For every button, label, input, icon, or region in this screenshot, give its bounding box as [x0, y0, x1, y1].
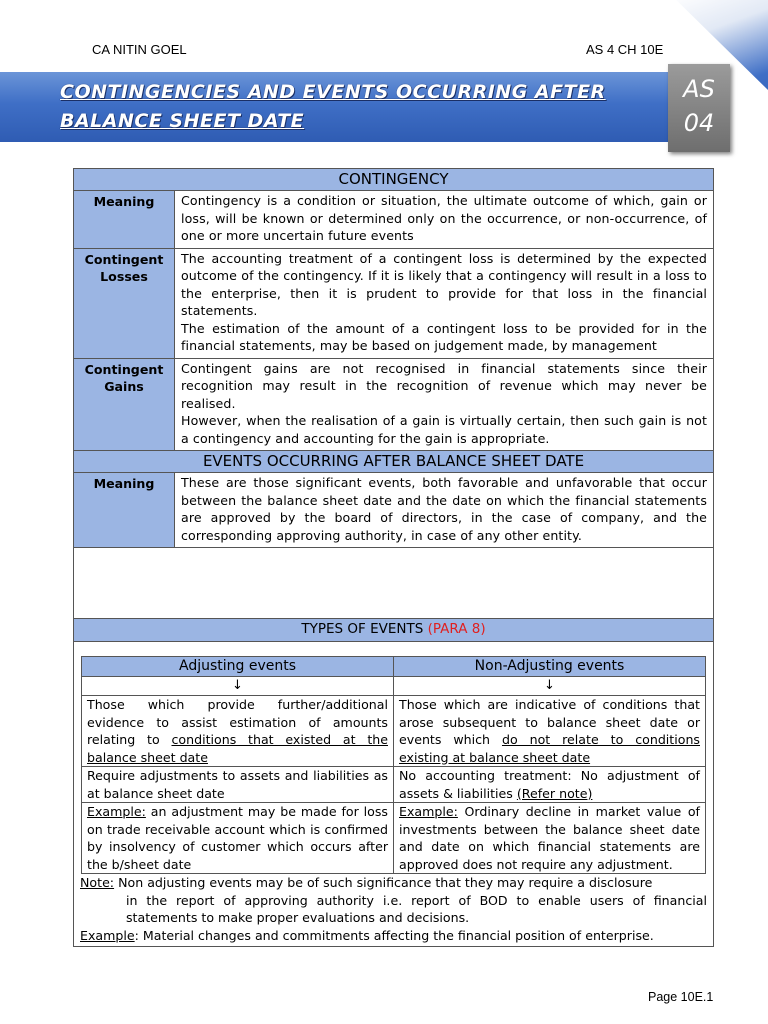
header-chapter: AS 4 CH 10E: [586, 42, 664, 57]
row-label-contingent-gains: Contingent Gains: [74, 358, 175, 451]
contingent-gains-para2: However, when the realisation of a gain is virtually certain, then such gain is not a contingency and accounting for the gain is appropriate.: [181, 413, 707, 446]
header-author: CA NITIN GOEL: [92, 42, 187, 57]
example-label: Example:: [87, 804, 146, 819]
table-row: [82, 696, 706, 767]
page-title-line2: BALANCE SHEET DATE: [60, 110, 305, 132]
note-block: [74, 874, 713, 946]
note-label: Note:: [80, 875, 115, 890]
types-heading: [74, 619, 714, 642]
non-adjusting-definition-underlined: do not relate to conditions existing at balance sheet date: [399, 732, 700, 765]
table-row: [74, 191, 714, 249]
arrow-down-icon: ↓: [82, 677, 394, 696]
non-adjusting-definition-text: Those which are indicative of conditions that arose subsequent to balance sheet date or events which: [399, 697, 700, 747]
adjusting-treatment: Require adjustments to assets and liabilities as at balance sheet date: [82, 767, 394, 803]
types-para-ref: (PARA 8): [427, 621, 486, 637]
types-section: [74, 641, 714, 947]
contingent-gains-para1: Contingent gains are not recognised in financial statements since their recognition may result in the recognition of revenue which may never be realised.: [181, 360, 707, 411]
note-example-label: Example: [80, 927, 135, 943]
row-label-contingent-losses: Contingent Losses: [74, 248, 175, 358]
non-adjusting-example: [394, 803, 706, 874]
adjusting-definition-text: Those which provide further/additional evidence to assist estimation of amounts relating to: [87, 697, 388, 747]
non-adjusting-treatment: [394, 767, 706, 803]
page-title: [60, 78, 680, 136]
blank-row: [74, 548, 714, 619]
note-line: [80, 874, 707, 892]
adjusting-definition: [82, 696, 394, 767]
row-text-contingent-gains: [175, 358, 714, 451]
events-types-table: [81, 656, 706, 875]
badge-line1: AS: [683, 75, 715, 103]
events-heading: EVENTS OCCURRING AFTER BALANCE SHEET DATE: [74, 451, 714, 473]
content-table: [73, 168, 714, 947]
badge-line2: 04: [683, 109, 715, 137]
refer-note-link: (Refer note): [516, 785, 593, 801]
adjusting-definition-underlined: conditions that existed at the balance sheet date: [87, 732, 388, 765]
adjusting-events-heading: Adjusting events: [82, 656, 394, 677]
non-adjusting-treatment-text: No accounting treatment: No adjustment of assets & liabilities: [399, 768, 700, 801]
example-label: Example:: [399, 804, 458, 819]
non-adjusting-events-heading: Non-Adjusting events: [394, 656, 706, 677]
table-row: [74, 248, 714, 358]
table-row: [74, 358, 714, 451]
row-text-contingent-losses: [175, 248, 714, 358]
note-text-2: in the report of approving authority i.e. report of BOD to enable users of financial statements to make proper evaluations and decisions.: [126, 892, 707, 925]
row-text-events-meaning: These are those significant events, both favorable and unfavorable that occur between the balance sheet date and the date on which the financial statements are approved by the board of directors, in the case of company, and the corresponding approving authority, in case of any other entity.: [175, 473, 714, 548]
table-row: [74, 473, 714, 548]
non-adjusting-definition: [394, 696, 706, 767]
page-title-line1: CONTINGENCIES AND EVENTS OCCURRING AFTER: [60, 81, 606, 103]
page-number: Page 10E.1: [648, 990, 714, 1004]
non-adjusting-example-text: Ordinary decline in market value of investments between the balance sheet date and date on which financial statements are approved does not require any adjustment.: [399, 804, 700, 872]
adjusting-example-text: an adjustment may be made for loss on trade receivable account which is confirmed by insolvency of customer which occurs after the b/sheet date: [87, 804, 388, 872]
row-text-meaning: Contingency is a condition or situation, the ultimate outcome of which, gain or loss, will be known or determined only on the occurrence, or non-occurrence, of one or more uncertain future events: [175, 191, 714, 249]
contingent-losses-para2: The estimation of the amount of a contingent loss to be provided for in the financial statements, may be based on judgement made, by management: [181, 320, 707, 353]
row-label-events-meaning: Meaning: [74, 473, 175, 548]
contingent-losses-para1: The accounting treatment of a contingent loss is determined by the expected outcome of the contingency. If it is likely that a contingency will result in a loss to the enterprise, then it is prudent to provide for that loss in the financial statements.: [181, 250, 707, 318]
note-example-line: [80, 927, 707, 945]
types-heading-text: TYPES OF EVENTS: [301, 621, 424, 637]
note-text-1: Non adjusting events may be of such significance that they may require a disclosure: [118, 875, 653, 890]
arrow-down-icon: ↓: [394, 677, 706, 696]
table-row: [82, 803, 706, 874]
note-example-text: : Material changes and commitments affecting the financial position of enterprise.: [134, 927, 654, 943]
contingency-heading: CONTINGENCY: [74, 169, 714, 191]
row-label-meaning: Meaning: [74, 191, 175, 249]
standard-badge: [668, 64, 730, 152]
adjusting-example: [82, 803, 394, 874]
table-row: [82, 767, 706, 803]
